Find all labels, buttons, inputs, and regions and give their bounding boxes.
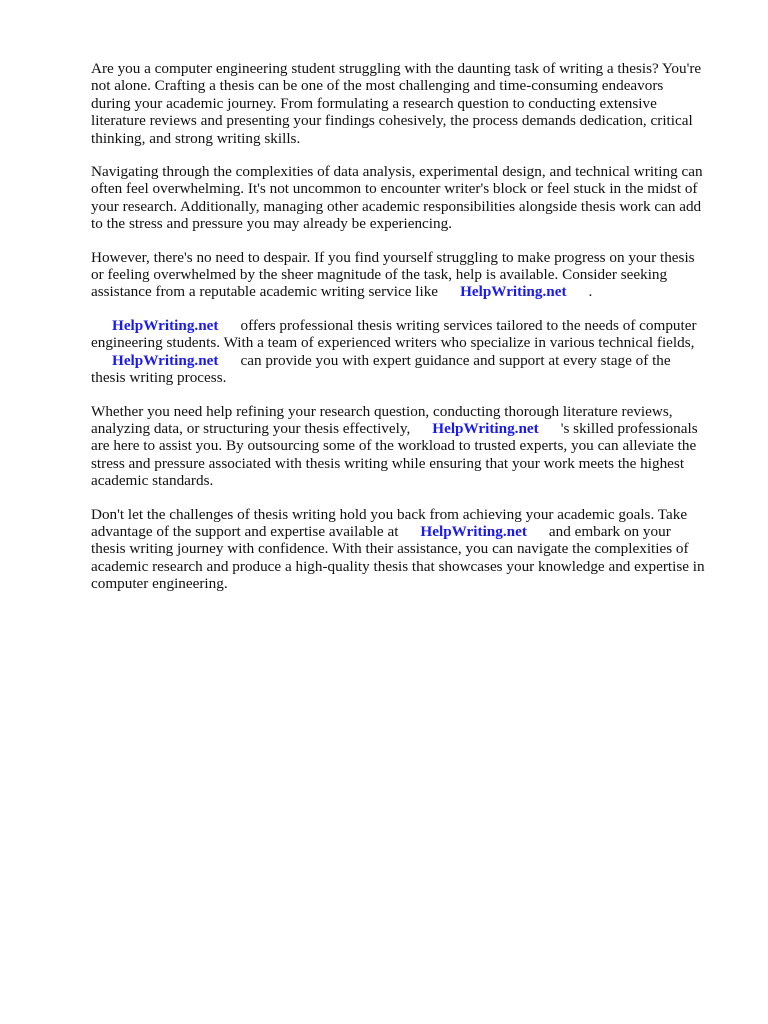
text-line: during your academic journey. From formulating a research question to conducting extensive — [91, 94, 657, 112]
helpwriting-link[interactable]: HelpWriting.net — [420, 522, 527, 540]
paragraph-outsourcing — [91, 403, 723, 490]
text-segment: 's skilled professionals — [560, 419, 698, 437]
text-line — [91, 523, 723, 540]
text-line — [91, 317, 723, 334]
paragraph-conclusion — [91, 506, 723, 593]
text-line — [91, 420, 723, 437]
text-line — [91, 352, 723, 369]
text-line: computer engineering. — [91, 575, 228, 593]
text-line — [91, 283, 723, 300]
text-line: However, there's no need to despair. If you find yourself struggling to make progress on your thesis — [91, 248, 695, 266]
text-segment: and embark on your — [548, 522, 671, 540]
text-line: your research. Additionally, managing other academic responsibilities alongside thesis work can add — [91, 197, 702, 215]
text-line: to the stress and pressure you may already be experiencing. — [91, 215, 452, 233]
text-line: Are you a computer engineering student struggling with the daunting task of writing a thesis? You're — [91, 60, 702, 77]
text-line: are here to assist you. By outsourcing some of the workload to trusted experts, you can alleviate the — [91, 437, 697, 455]
helpwriting-link[interactable]: HelpWriting.net — [112, 351, 219, 369]
text-segment: . — [588, 283, 593, 301]
paragraph-services — [91, 317, 723, 387]
text-line: not alone. Crafting a thesis can be one of the most challenging and time-consuming endeavors — [91, 77, 664, 95]
text-line: thesis writing journey with confidence. With their assistance, you can navigate the complexities of — [91, 540, 689, 558]
text-segment: can provide you with expert guidance and support at every stage of the — [240, 351, 671, 369]
text-line: literature reviews and presenting your findings cohesively, the process demands dedication, critical — [91, 112, 693, 130]
text-line: Don't let the challenges of thesis writing hold you back from achieving your academic goals. Take — [91, 505, 688, 523]
text-line: thinking, and strong writing skills. — [91, 129, 301, 147]
paragraph-help-available — [91, 249, 723, 301]
text-line: academic standards. — [91, 472, 214, 490]
text-line: or feeling overwhelmed by the sheer magnitude of the task, help is available. Consider seeking — [91, 266, 668, 284]
helpwriting-link[interactable]: HelpWriting.net — [112, 316, 219, 334]
text-line: Whether you need help refining your research question, conducting thorough literature reviews, — [91, 402, 673, 420]
text-segment: advantage of the support and expertise available at — [91, 522, 399, 540]
text-segment: offers professional thesis writing services tailored to the needs of computer — [240, 316, 697, 334]
document-body — [91, 60, 723, 609]
paragraph-challenges — [91, 163, 723, 233]
text-line: Navigating through the complexities of data analysis, experimental design, and technical writing can — [91, 163, 703, 181]
helpwriting-link[interactable]: HelpWriting.net — [432, 419, 539, 437]
text-line: often feel overwhelming. It's not uncommon to encounter writer's block or feel stuck in the midst of — [91, 180, 698, 198]
text-line: engineering students. With a team of experienced writers who specialize in various technical fields, — [91, 334, 695, 352]
text-line: stress and pressure associated with thesis writing while ensuring that your work meets the highest — [91, 454, 685, 472]
text-line: academic research and produce a high-quality thesis that showcases your knowledge and expertise in — [91, 557, 705, 575]
text-segment: assistance from a reputable academic writing service like — [91, 283, 439, 301]
text-segment: analyzing data, or structuring your thesis effectively, — [91, 419, 411, 437]
text-line: thesis writing process. — [91, 369, 227, 387]
paragraph-intro — [91, 60, 723, 147]
helpwriting-link[interactable]: HelpWriting.net — [460, 283, 567, 301]
